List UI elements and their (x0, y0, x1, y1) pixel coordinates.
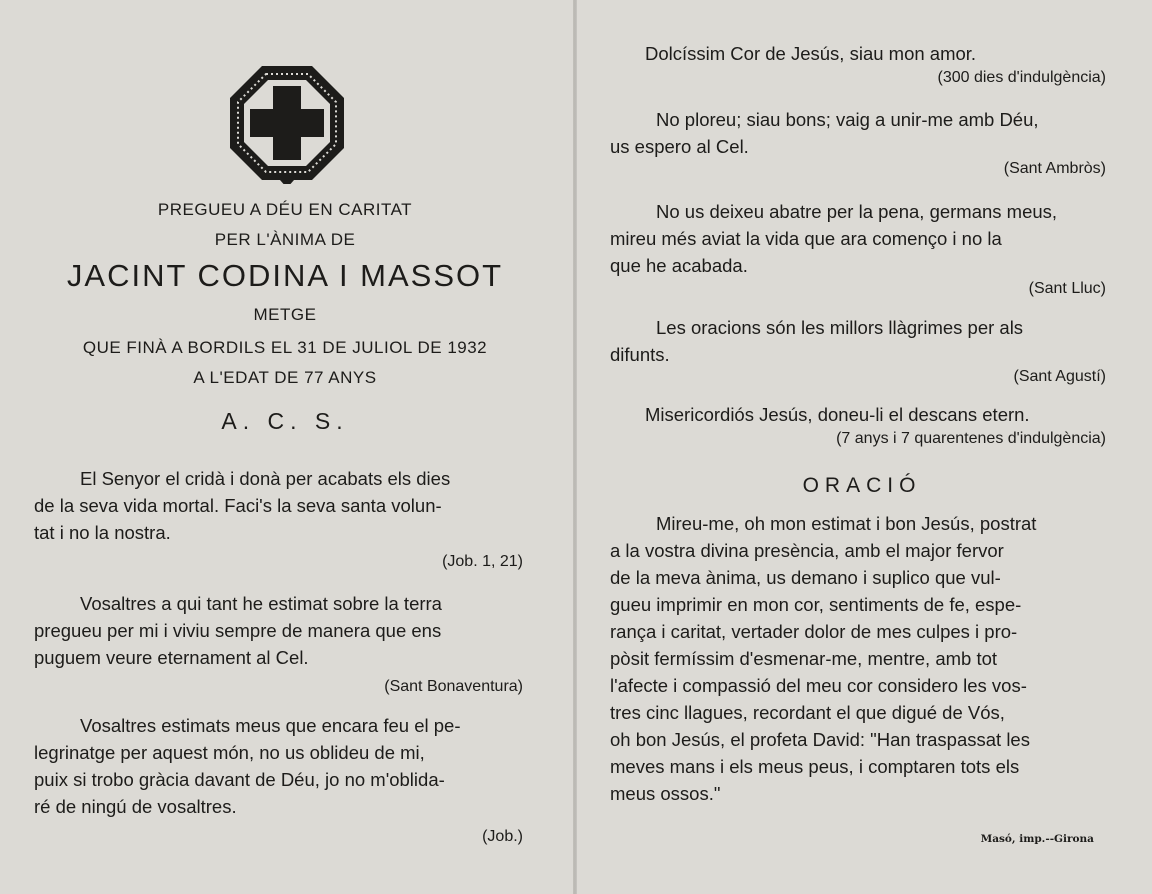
prayer-line: l'afecte i compassió del meu cor considero les vos- (610, 675, 1027, 696)
prayer-text (610, 510, 1116, 807)
quote-source: (Job. 1, 21) (442, 553, 523, 570)
deceased-name: JACINT CODINA I MASSOT (66, 258, 504, 293)
age-line: A L'EDAT DE 77 ANYS (193, 368, 377, 387)
prayer-title: ORACIÓ (802, 474, 922, 497)
quote-line: difunts. (610, 344, 670, 365)
header-line-2: PER L'ÀNIMA DE (214, 230, 356, 249)
printer-imprint: Masó, imp.--Girona (980, 833, 1094, 845)
quote-lluc (610, 198, 1116, 279)
prayer-line: meves mans i els meus peus, i comptaren tots els (610, 756, 1020, 777)
indulgence-note: (300 dies d'indulgència) (937, 69, 1106, 86)
quote-source: (Sant Lluc) (1028, 280, 1106, 297)
prayer-line: a la vostra divina presència, amb el major fervor (610, 540, 1004, 561)
header-line-1: PREGUEU A DÉU EN CARITAT (157, 200, 413, 219)
prayer-line: pòsit fermíssim d'esmenar-me, mentre, amb tot (610, 648, 998, 669)
quote-line: No ploreu; siau bons; vaig a unir-me amb Déu, (656, 109, 1039, 130)
quote-job-2 (34, 712, 540, 820)
quote-line: puix si trobo gràcia davant de Déu, jo no m'oblida- (34, 769, 445, 790)
left-page (0, 0, 573, 894)
quote-line: No us deixeu abatre per la pena, germans meus, (656, 201, 1058, 222)
quote-line: Les oracions són les millors llàgrimes per als (656, 317, 1024, 338)
quote-source: (Sant Agustí) (1013, 368, 1106, 385)
prayer-line: Mireu-me, oh mon estimat i bon Jesús, postrat (656, 513, 1037, 534)
quote-line: El Senyor el cridà i donà per acabats els dies (80, 468, 451, 489)
quote-job (34, 465, 540, 546)
quote-ambros (610, 106, 1116, 160)
invocation-sacred-heart: Dolcíssim Cor de Jesús, siau mon amor. (645, 43, 977, 64)
prayer-line: meus ossos." (610, 783, 721, 804)
prayer-line: oh bon Jesús, el profeta David: "Han traspassat les (610, 729, 1030, 750)
quote-source: (Job.) (482, 828, 523, 845)
quote-line: de la seva vida mortal. Faci's la seva santa volun- (34, 495, 442, 516)
cross-emblem-icon (226, 62, 348, 184)
indulgence-note: (7 anys i 7 quarentenes d'indulgència) (836, 430, 1106, 447)
prayer-line: rança i caritat, vertader dolor de mes culpes i pro- (610, 621, 1018, 642)
prayer-line: gueu imprimir en mon cor, sentiments de fe, espe- (610, 594, 1022, 615)
quote-line: us espero al Cel. (610, 136, 749, 157)
profession: METGE (253, 305, 317, 324)
quote-bonaventura (34, 590, 540, 671)
acs-heading: A. C. S. (221, 408, 349, 434)
quote-line: mireu més aviat la vida que ara començo i no la (610, 228, 1002, 249)
quote-source: (Sant Ambròs) (1003, 160, 1106, 177)
prayer-line: tres cinc llagues, recordant el que digué de Vós, (610, 702, 1005, 723)
quote-line: Vosaltres a qui tant he estimat sobre la terra (80, 593, 442, 614)
quote-line: ré de ningú de vosaltres. (34, 796, 237, 817)
invocation-merciful-jesus: Misericordiós Jesús, doneu-li el descans etern. (645, 404, 1030, 425)
quote-line: pregueu per mi i viviu sempre de manera que ens (34, 620, 442, 641)
quote-line: que he acabada. (610, 255, 748, 276)
quote-line: Vosaltres estimats meus que encara feu el pe- (80, 715, 461, 736)
quote-line: legrinatge per aquest món, no us oblideu de mi, (34, 742, 425, 763)
quote-source: (Sant Bonaventura) (384, 678, 523, 695)
quote-agusti (610, 314, 1116, 368)
death-line: QUE FINÀ A BORDILS EL 31 DE JULIOL DE 1932 (82, 338, 488, 357)
right-page (577, 0, 1152, 894)
quote-line: puguem veure eternament al Cel. (34, 647, 309, 668)
prayer-line: de la meva ànima, us demano i suplico que vul- (610, 567, 1001, 588)
quote-line: tat i no la nostra. (34, 522, 171, 543)
